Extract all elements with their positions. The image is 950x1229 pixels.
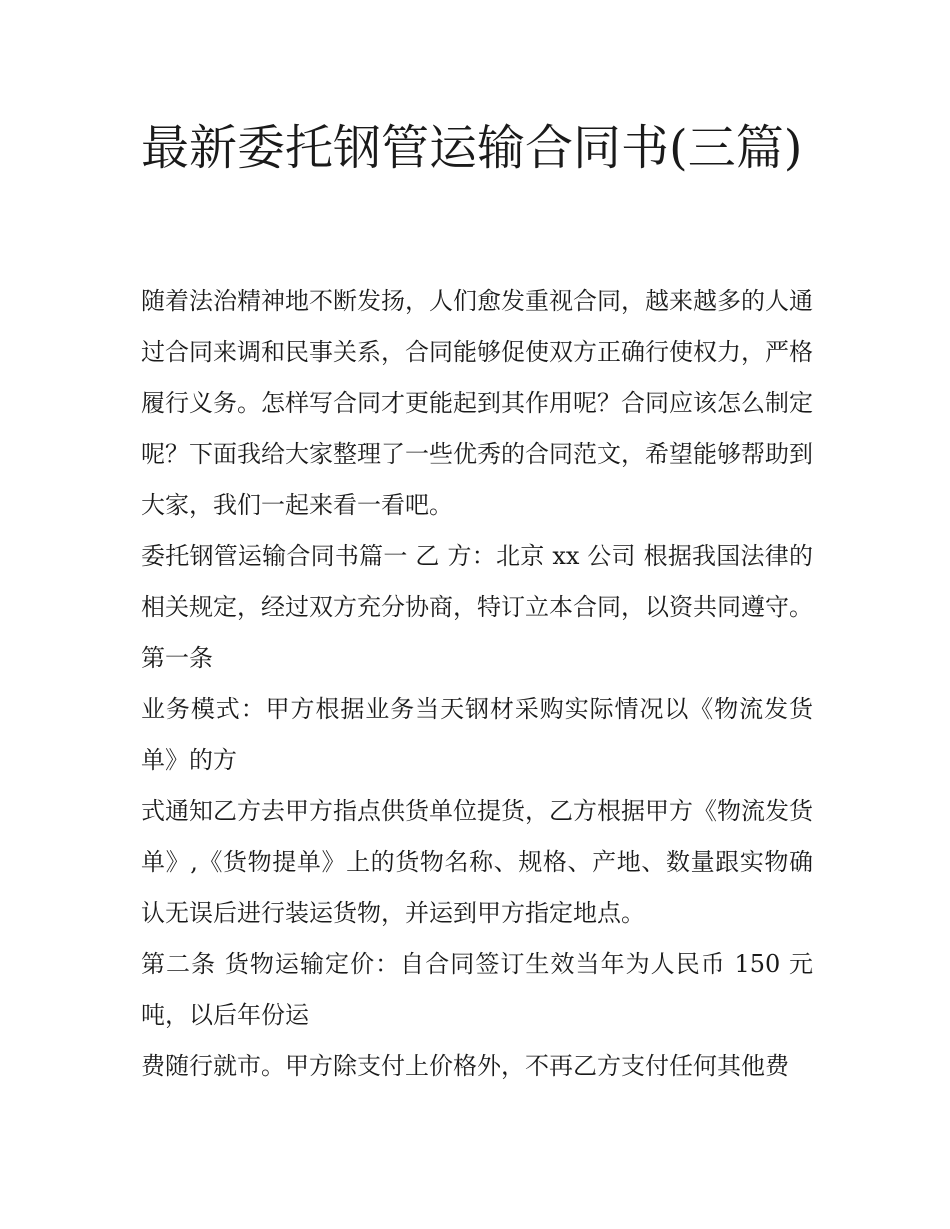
document-body bbox=[141, 276, 813, 1092]
paragraph-contract-opening: 委托钢管运输合同书篇一 乙 方：北京 xx 公司 根据我国法律的相关规定，经过双方充分协商，特订立本合同，以资共同遵守。 第一条 bbox=[141, 542, 813, 672]
document-title: 最新委托钢管运输合同书(三篇) bbox=[141, 120, 803, 176]
paragraph-fees: 费随行就市。甲方除支付上价格外，不再乙方支付任何其他费 bbox=[141, 1052, 789, 1080]
paragraph-business-model: 业务模式：甲方根据业务当天钢材采购实际情况以《物流发货单》的方 bbox=[141, 695, 813, 774]
paragraph-pricing: 第二条 货物运输定价：自合同签订生效当年为人民币 150 元吨，以后年份运 bbox=[141, 950, 813, 1029]
paragraph-intro: 随着法治精神地不断发扬，人们愈发重视合同，越来越多的人通过合同来调和民事关系，合同能够促使双方正确行使权力，严格履行义务。怎样写合同才更能起到其作用呢？合同应该怎么制定呢？下面我给大家整理了一些优秀的合同范文，希望能够帮助到大家，我们一起来看一看吧。 bbox=[141, 287, 813, 519]
paragraph-notification: 式通知乙方去甲方指点供货单位提货，乙方根据甲方《物流发货单》,《货物提单》上的货物名称、规格、产地、数量跟实物确认无误后进行装运货物，并运到甲方指定地点。 bbox=[141, 797, 813, 927]
